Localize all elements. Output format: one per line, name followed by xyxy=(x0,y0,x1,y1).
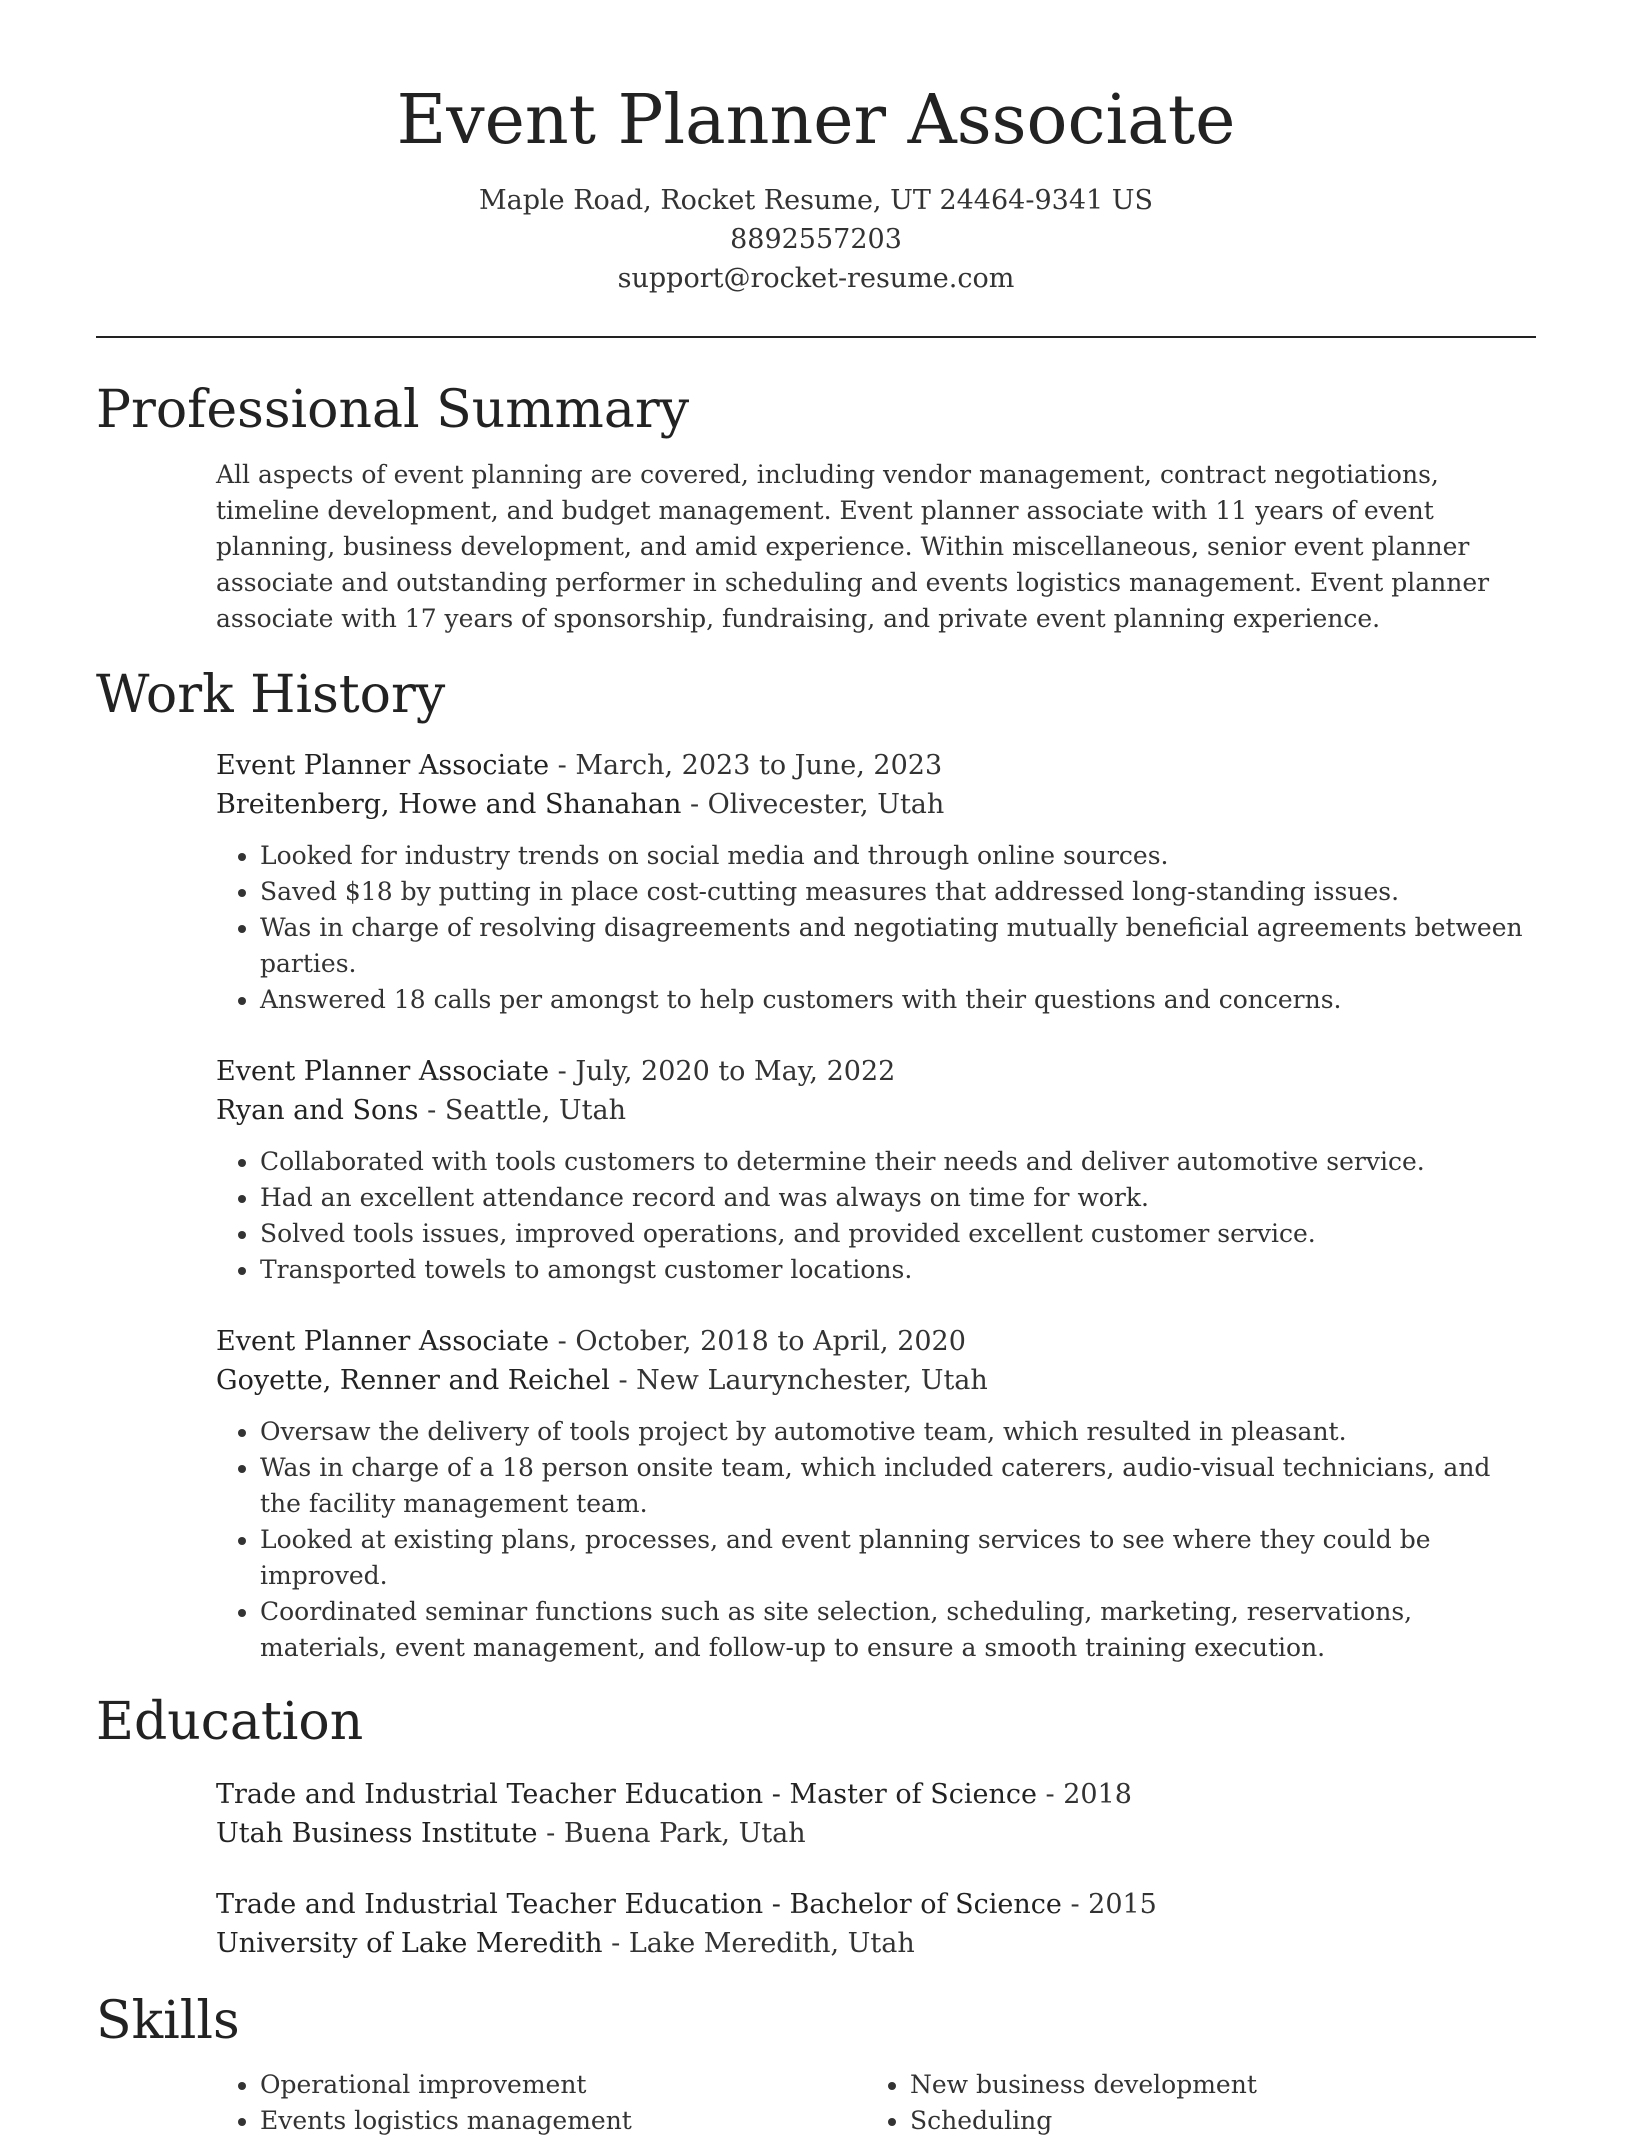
education-degree: - Bachelor of Science xyxy=(763,1889,1062,1921)
job-location: - Seattle, Utah xyxy=(418,1095,626,1127)
job-dates: - March, 2023 to June, 2023 xyxy=(549,750,943,782)
duty-item: • Looked for industry trends on social media and through online sources. xyxy=(260,838,1536,874)
school-line xyxy=(216,1924,1536,1963)
skills-section xyxy=(216,2067,1536,2139)
header-divider xyxy=(96,336,1536,338)
skill-item: • Events logistics management xyxy=(260,2103,866,2139)
duty-item: • Transported towels to amongst customer locations. xyxy=(260,1252,1536,1288)
education-location: - Lake Meredith, Utah xyxy=(602,1928,915,1960)
summary-text: All aspects of event planning are covered, including vendor management, contract negotiations, timeline development, and budget management. Event planner associate with 11 years of event planning, business development, and amid experience. Within miscellaneous, senior event planner associate and outstanding performer in scheduling and events logistics management. Event planner associate with 17 years of sponsorship, fundraising, and private event planning experience. xyxy=(216,459,1490,633)
duty-item: • Solved tools issues, improved operations, and provided excellent customer service. xyxy=(260,1216,1536,1252)
job-entry xyxy=(216,1052,1536,1288)
contact-block xyxy=(96,181,1536,298)
job-dates: - July, 2020 to May, 2022 xyxy=(549,1056,896,1088)
skills-heading: Skills xyxy=(96,1991,240,2052)
education-entry xyxy=(216,1885,1536,1963)
work-history-heading: Work History xyxy=(96,664,446,725)
duty-item: • Had an excellent attendance record and was always on time for work. xyxy=(260,1180,1536,1216)
job-location: - New Laurynchester, Utah xyxy=(609,1365,988,1397)
education-location: - Buena Park, Utah xyxy=(537,1818,806,1850)
job-role: Event Planner Associate xyxy=(216,750,550,782)
duty-item: • Was in charge of resolving disagreements and negotiating mutually beneficial agreements between parties. xyxy=(260,910,1536,982)
education-year: - 2018 xyxy=(1036,1779,1132,1811)
candidate-name: Event Planner Associate xyxy=(396,81,1236,160)
degree-line xyxy=(216,1885,1536,1924)
phone-number: 8892557203 xyxy=(730,223,902,255)
job-title-line xyxy=(216,1322,1536,1361)
skill-item: • Scheduling xyxy=(910,2103,1516,2139)
resume-page xyxy=(96,0,1536,2139)
duty-item: • Saved $18 by putting in place cost-cutting measures that addressed long-standing issues. xyxy=(260,874,1536,910)
duty-item: • Coordinated seminar functions such as site selection, scheduling, marketing, reservations, materials, event management, and follow-up to ensure a smooth training execution. xyxy=(260,1594,1536,1666)
education-school: Utah Business Institute xyxy=(216,1818,538,1850)
job-role: Event Planner Associate xyxy=(216,1326,550,1358)
job-title-line xyxy=(216,746,1536,785)
job-duties xyxy=(216,1414,1536,1666)
education-year: - 2015 xyxy=(1061,1889,1157,1921)
work-history-section xyxy=(216,746,1536,1666)
job-company: Ryan and Sons xyxy=(216,1095,419,1127)
resume-header xyxy=(96,0,1536,298)
duty-item: • Answered 18 calls per amongst to help customers with their questions and concerns. xyxy=(260,982,1536,1018)
job-entry xyxy=(216,746,1536,1018)
job-role: Event Planner Associate xyxy=(216,1056,550,1088)
job-company-line xyxy=(216,785,1536,824)
education-section xyxy=(216,1775,1536,1963)
education-school: University of Lake Meredith xyxy=(216,1928,603,1960)
education-heading: Education xyxy=(96,1692,364,1753)
education-field: Trade and Industrial Teacher Education xyxy=(216,1889,764,1921)
education-field: Trade and Industrial Teacher Education xyxy=(216,1779,764,1811)
school-line xyxy=(216,1814,1536,1853)
address: Maple Road, Rocket Resume, UT 24464-9341 US xyxy=(478,184,1154,216)
skill-item: • Operational improvement xyxy=(260,2067,866,2103)
skills-column-right xyxy=(866,2067,1516,2139)
email-address: support@rocket-resume.com xyxy=(617,262,1015,294)
job-duties xyxy=(216,838,1536,1018)
summary-section xyxy=(216,457,1536,637)
job-duties xyxy=(216,1144,1536,1288)
duty-item: • Looked at existing plans, processes, and event planning services to see where they could be improved. xyxy=(260,1522,1536,1594)
duty-item: • Collaborated with tools customers to determine their needs and deliver automotive service. xyxy=(260,1144,1536,1180)
education-degree: - Master of Science xyxy=(763,1779,1037,1811)
duty-item: • Was in charge of a 18 person onsite team, which included caterers, audio-visual technicians, and the facility management team. xyxy=(260,1450,1536,1522)
job-company: Goyette, Renner and Reichel xyxy=(216,1365,610,1397)
skills-grid xyxy=(216,2067,1536,2139)
skill-item: • New business development xyxy=(910,2067,1516,2103)
summary-heading: Professional Summary xyxy=(96,379,690,440)
job-company-line xyxy=(216,1361,1536,1400)
skills-column-left xyxy=(216,2067,866,2139)
job-dates: - October, 2018 to April, 2020 xyxy=(549,1326,966,1358)
degree-line xyxy=(216,1775,1536,1814)
job-location: - Olivecester, Utah xyxy=(681,789,945,821)
job-title-line xyxy=(216,1052,1536,1091)
education-entry xyxy=(216,1775,1536,1853)
job-company: Breitenberg, Howe and Shanahan xyxy=(216,789,682,821)
job-entry xyxy=(216,1322,1536,1666)
duty-item: • Oversaw the delivery of tools project by automotive team, which resulted in pleasant. xyxy=(260,1414,1536,1450)
job-company-line xyxy=(216,1091,1536,1130)
